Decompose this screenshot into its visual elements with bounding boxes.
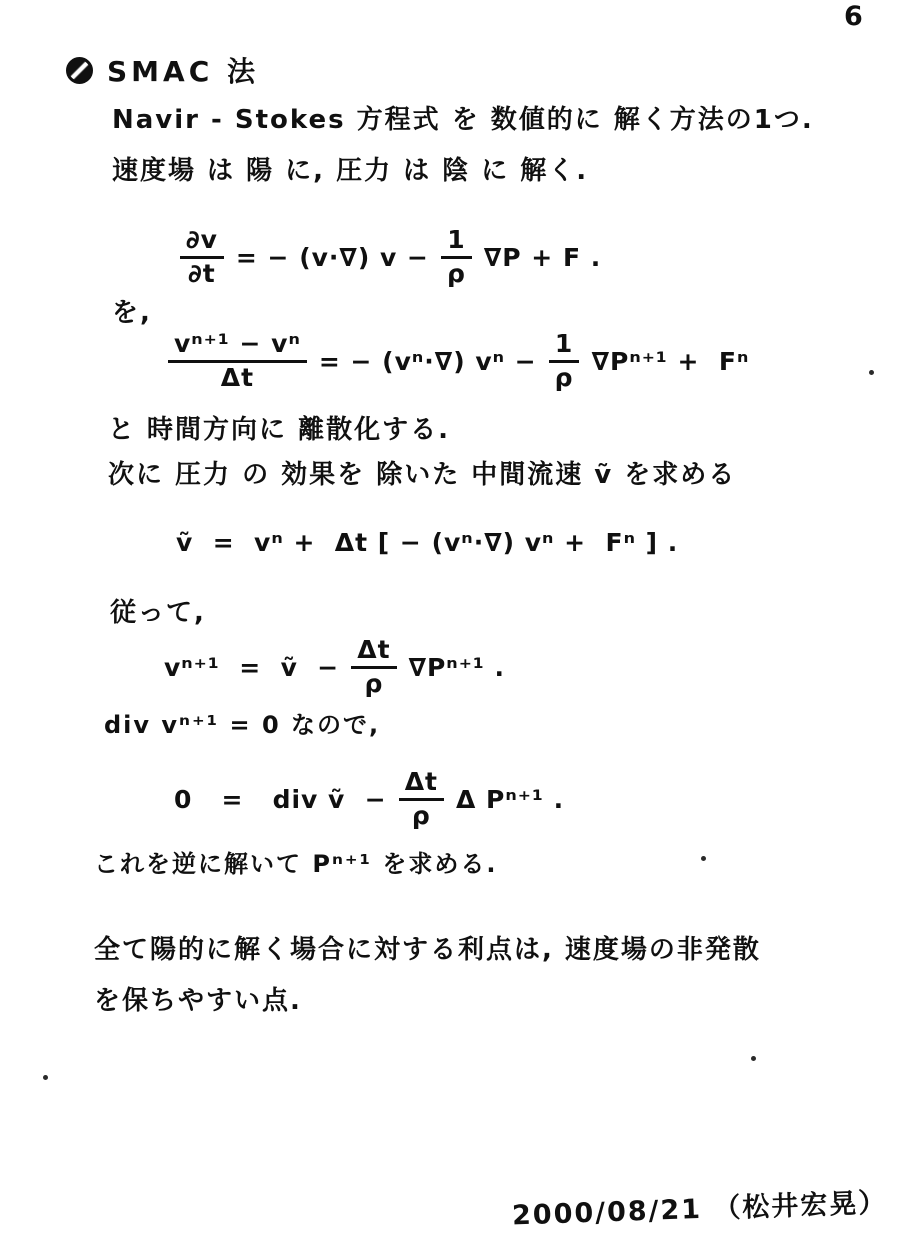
fraction: $\frac{\Delta t}{\rho}$	[399, 768, 444, 831]
advantage-line-1: 全て陽的に解く場合に対する利点は, 速度場の非発散	[94, 935, 761, 965]
fraction: $\frac{\Delta t}{\rho}$	[351, 636, 396, 699]
scan-speck	[869, 370, 874, 375]
scan-speck	[701, 856, 706, 861]
advantage-line-2: を保ちやすい点.	[94, 986, 302, 1016]
equation-text: Δ Pⁿ⁺¹ .	[456, 784, 565, 814]
fraction: $\frac{\partial v}{\partial t}$	[180, 226, 224, 289]
fraction: $\frac{1}{\rho}$	[549, 330, 580, 393]
equation-text: = − (vⁿ·∇) vⁿ −	[318, 346, 537, 376]
equation-text: ṽ = vⁿ + Δt [ − (vⁿ·∇) vⁿ + Fⁿ ] .	[176, 528, 679, 557]
intermediate-velocity-line: 次に 圧力 の 効果を 除いた 中間流速 ṽ を求める	[108, 460, 737, 490]
scribbled-circle-marker-icon	[66, 57, 93, 84]
equation-discretized	[168, 330, 749, 393]
equation-pressure-poisson	[174, 768, 564, 831]
solve-pressure-line: これを逆に解いて Pⁿ⁺¹ を求める.	[94, 850, 498, 878]
scan-speck	[43, 1075, 48, 1080]
equation-velocity-update	[164, 636, 505, 699]
discretization-line: と 時間方向に 離散化する.	[108, 415, 450, 445]
divergence-condition-line: div vⁿ⁺¹ = 0 なので,	[104, 711, 381, 739]
scan-speck	[751, 1056, 756, 1061]
equation-text: ∇Pⁿ⁺¹ .	[408, 652, 506, 682]
fraction: $\frac{1}{\rho}$	[441, 226, 472, 289]
equation-text: vⁿ⁺¹ = ṽ −	[164, 652, 340, 682]
equation-momentum	[180, 226, 601, 289]
page-number: 6	[844, 1, 863, 32]
equation-text: = − (v·∇) v −	[235, 242, 429, 272]
section-title: SMAC 法	[107, 55, 259, 88]
fraction: $\frac{\text{vⁿ⁺¹ − vⁿ}}{\Delta t}$	[168, 330, 307, 393]
equation-text: 0 = div ṽ −	[174, 784, 387, 814]
intro-line-1: Navir - Stokes 方程式 を 数値的に 解く方法の1つ.	[112, 105, 814, 135]
equation-text: ∇P + F .	[483, 242, 602, 272]
date-signature: 2000/08/21 （松井宏晃）	[511, 1187, 888, 1232]
equation-text: ∇Pⁿ⁺¹ + Fⁿ	[591, 346, 750, 376]
intro-line-2: 速度場 は 陽 に, 圧力 は 陰 に 解く.	[112, 156, 589, 186]
section-heading	[66, 50, 259, 90]
therefore-line: 従って,	[110, 598, 206, 628]
particle-wo-line: を,	[112, 298, 152, 328]
equation-intermediate-velocity	[176, 528, 678, 557]
